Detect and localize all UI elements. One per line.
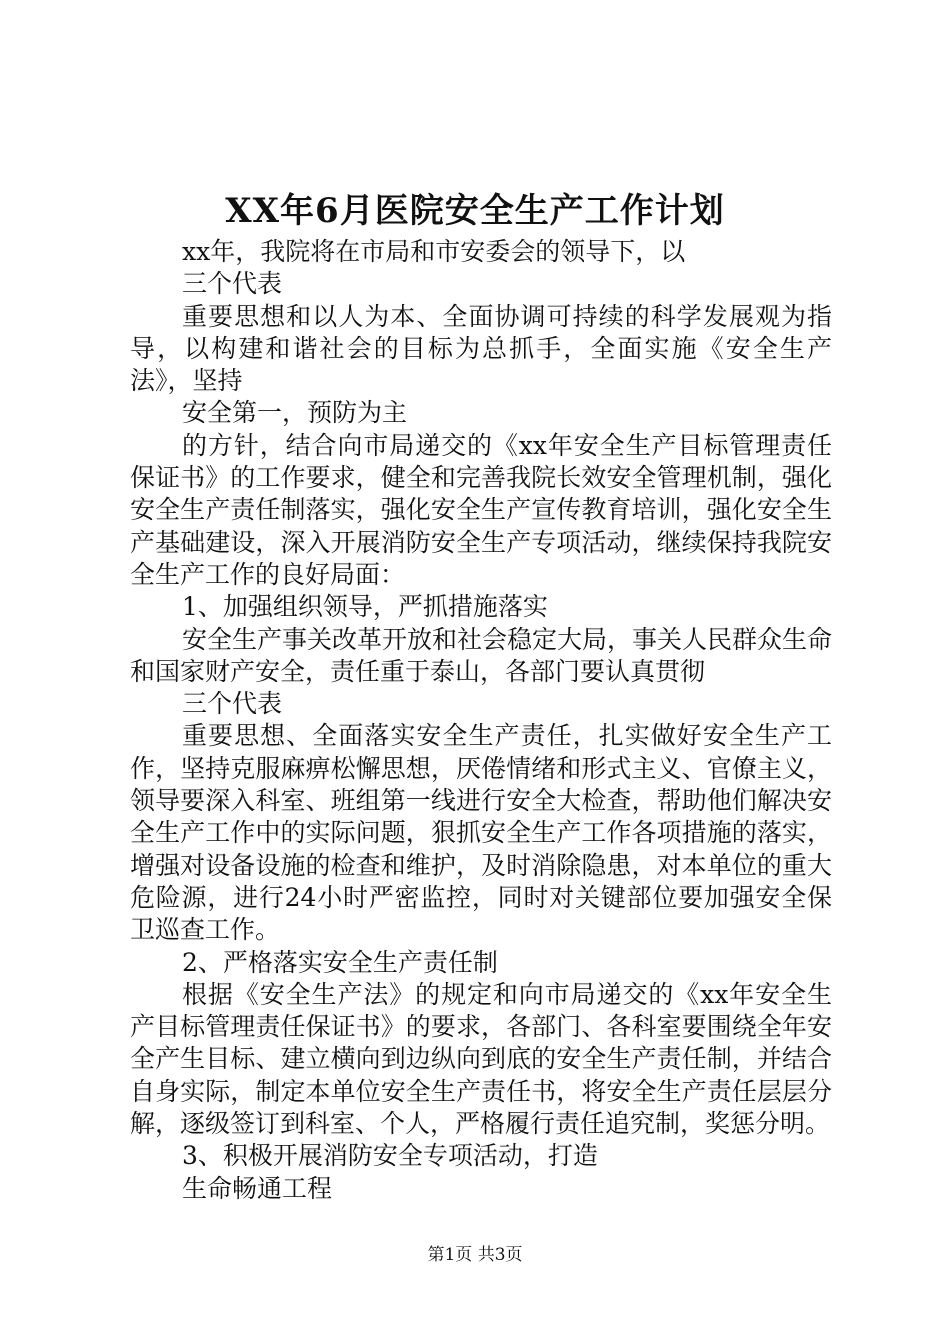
- document-body: [130, 236, 832, 1205]
- paragraph: 安全生产事关改革开放和社会稳定大局，事关人民群众生命和国家财产安全，责任重于泰山，各部门要认真贯彻: [130, 624, 833, 686]
- paragraph: 的方针，结合向市局递交的《xx年安全生产目标管理责任保证书》的工作要求，健全和完善我院长效安全管理机制，强化安全生产责任制落实，强化安全生产宣传教育培训，强化安全生产基础建设，深入开展消防安全生产专项活动，继续保持我院安全生产工作的良好局面：: [130, 430, 832, 589]
- page-number-footer: 第1页 共3页: [427, 1245, 523, 1265]
- paragraph: 三个代表: [182, 689, 283, 719]
- section-heading: 1、加强组织领导，严抓措施落实: [182, 592, 548, 622]
- paragraph: 重要思想和以人为本、全面协调可持续的科学发展观为指导，以构建和谐社会的目标为总抓手，全面实施《安全生产法》，坚持: [130, 301, 832, 396]
- paragraph: xx年，我院将在市局和市安委会的领导下，以: [182, 237, 686, 266]
- paragraph: 根据《安全生产法》的规定和向市局递交的《xx年安全生产目标管理责任保证书》的要求，各部门、各科室要围绕全年安全产生目标、建立横向到边纵向到底的安全生产责任制，并结合自身实际，制定本单位安全生产责任书，将安全生产责任层层分解，逐级签订到科室、个人，严格履行责任追究制，奖惩分明。: [130, 979, 832, 1139]
- section-heading: 2、严格落实安全生产责任制: [182, 947, 498, 977]
- paragraph: 安全第一，预防为主: [182, 398, 408, 428]
- paragraph: 重要思想、全面落实安全生产责任，扎实做好安全生产工作，坚持克服麻痹松懈思想，厌倦情绪和形式主义、官僚主义，领导要深入科室、班组第一线进行安全大检查，帮助他们解决安全生产工作中的实际问题，狠抓安全生产工作各项措施的落实，增强对设备设施的检查和维护，及时消除隐患，对本单位的重大危险源，进行24小时严密监控，同时对关键部位要加强安全保卫巡查工作。: [130, 721, 832, 945]
- document-title: XX年6月医院安全生产工作计划: [225, 191, 725, 231]
- paragraph: 三个代表: [182, 269, 283, 299]
- paragraph: 生命畅通工程: [182, 1173, 333, 1203]
- section-heading: 3、积极开展消防安全专项活动，打造: [182, 1141, 598, 1171]
